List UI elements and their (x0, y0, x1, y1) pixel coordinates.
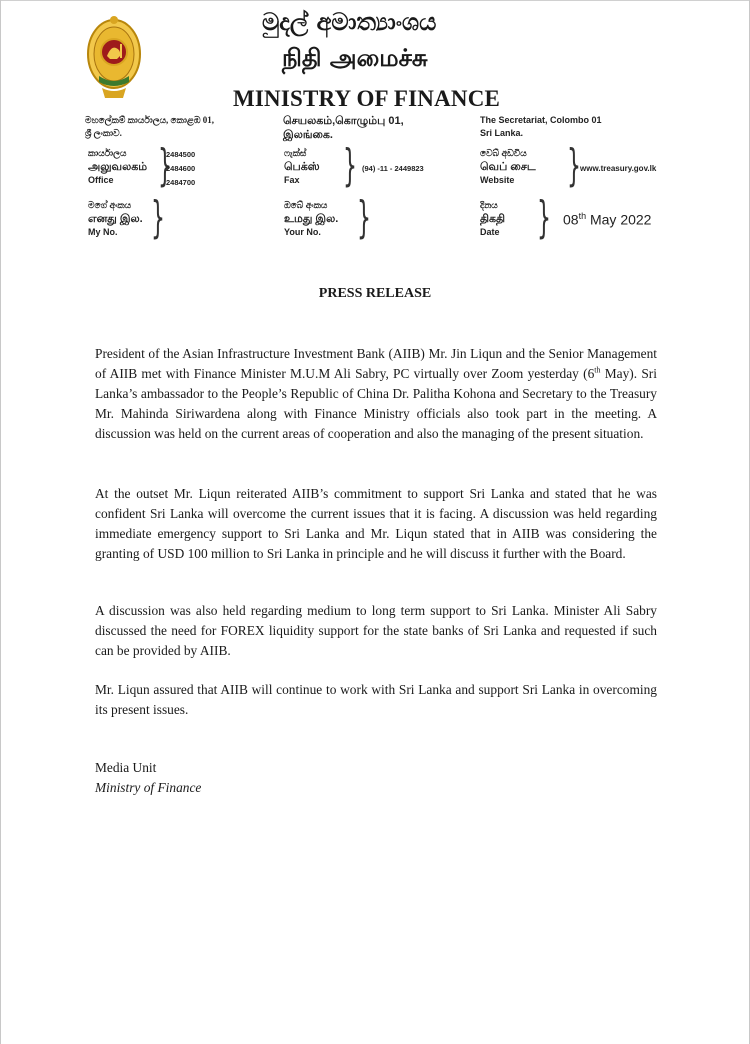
fax-number: (94) -11 - 2449823 (362, 164, 424, 173)
your-no-label: ඔබේ අංකය உமது இல. Your No. (284, 200, 339, 237)
ministry-title-english: MINISTRY OF FINANCE (233, 86, 501, 111)
page-left-edge (0, 0, 1, 1044)
my-no-label: මගේ අංකය எனது இல. My No. (88, 200, 143, 237)
sri-lanka-emblem-icon (85, 14, 143, 106)
date-label: දිනය திகதி Date (480, 200, 506, 237)
paragraph-2: At the outset Mr. Liqun reiterated AIIB’s commitment to support Sri Lanka and stated that he was confident Sri Lanka will overcome the current issues that it is facing. A discussion was held regarding immediate emergency support to Sri Lanka and Mr. Liqun stated that in AIIB was considering the granting of USD 100 million to Sri Lanka in principle and he will discuss it further with the Board. (95, 486, 657, 561)
office-brace: } (158, 140, 172, 191)
ministry-title-tamil: நிதி அமைச்சு (282, 44, 428, 72)
website-url[interactable]: www.treasury.gov.lk (580, 164, 657, 173)
paragraph-3: A discussion was also held regarding medium to long term support to Sri Lanka. Minister Ali Sabry discussed the need for FOREX liquidity support for the state banks of Sri Lanka and requested if such can be provided by AIIB. (95, 603, 657, 658)
date-brace: } (537, 192, 551, 243)
address-tamil: செயலகம்,கொழும்பு 01, இலங்கை. (283, 115, 404, 141)
your-no-brace: } (357, 192, 371, 243)
paragraph-1: President of the Asian Infrastructure Investment Bank (AIIB) Mr. Jin Liqun and the Senior Management of AIIB met with Finance Minister M.U.M Ali Sabry, PC virtually over Zoom yesterday (6th May). Sri Lanka’s ambassador to the People’s Republic of China Dr. Palitha Kohona and Secretary to the Treasury Mr. Mahinda Siriwardena along with Finance Ministry officials also took part in the meeting. A discussion was held on the current areas of cooperation and also the managing of the present situation. (95, 346, 657, 441)
signature-unit: Media Unit (95, 760, 157, 775)
my-no-brace: } (151, 192, 165, 243)
date-value: 08th May 2022 (563, 211, 652, 228)
paragraph-4: Mr. Liqun assured that AIIB will continue to work with Sri Lanka and support Sri Lanka in overcoming its present issues. (95, 682, 657, 717)
signature-ministry: Ministry of Finance (95, 780, 202, 795)
address-english: The Secretariat, Colombo 01 Sri Lanka. (480, 115, 602, 138)
website-label: වෙබ් අඩවිය வெப் சைட Website (480, 148, 536, 185)
office-numbers: 2484500 2484600 2484700 (166, 150, 196, 187)
press-release-title: PRESS RELEASE (318, 286, 432, 301)
address-sinhala: මහලේකම් කාර්යාලය, කොළඹ 01, ශ්‍රී ලංකාව. (85, 115, 214, 138)
fax-label: ෆැක්ස් பெக்ஸ் Fax (284, 148, 320, 185)
ministry-title-sinhala: මුදල් අමාත්‍යාංශය (262, 8, 437, 36)
office-label: කාර්යාලය அலுவலகம் Office (88, 148, 148, 185)
fax-brace: } (343, 140, 357, 191)
website-brace: } (567, 140, 581, 191)
page-top-edge (0, 0, 750, 1)
